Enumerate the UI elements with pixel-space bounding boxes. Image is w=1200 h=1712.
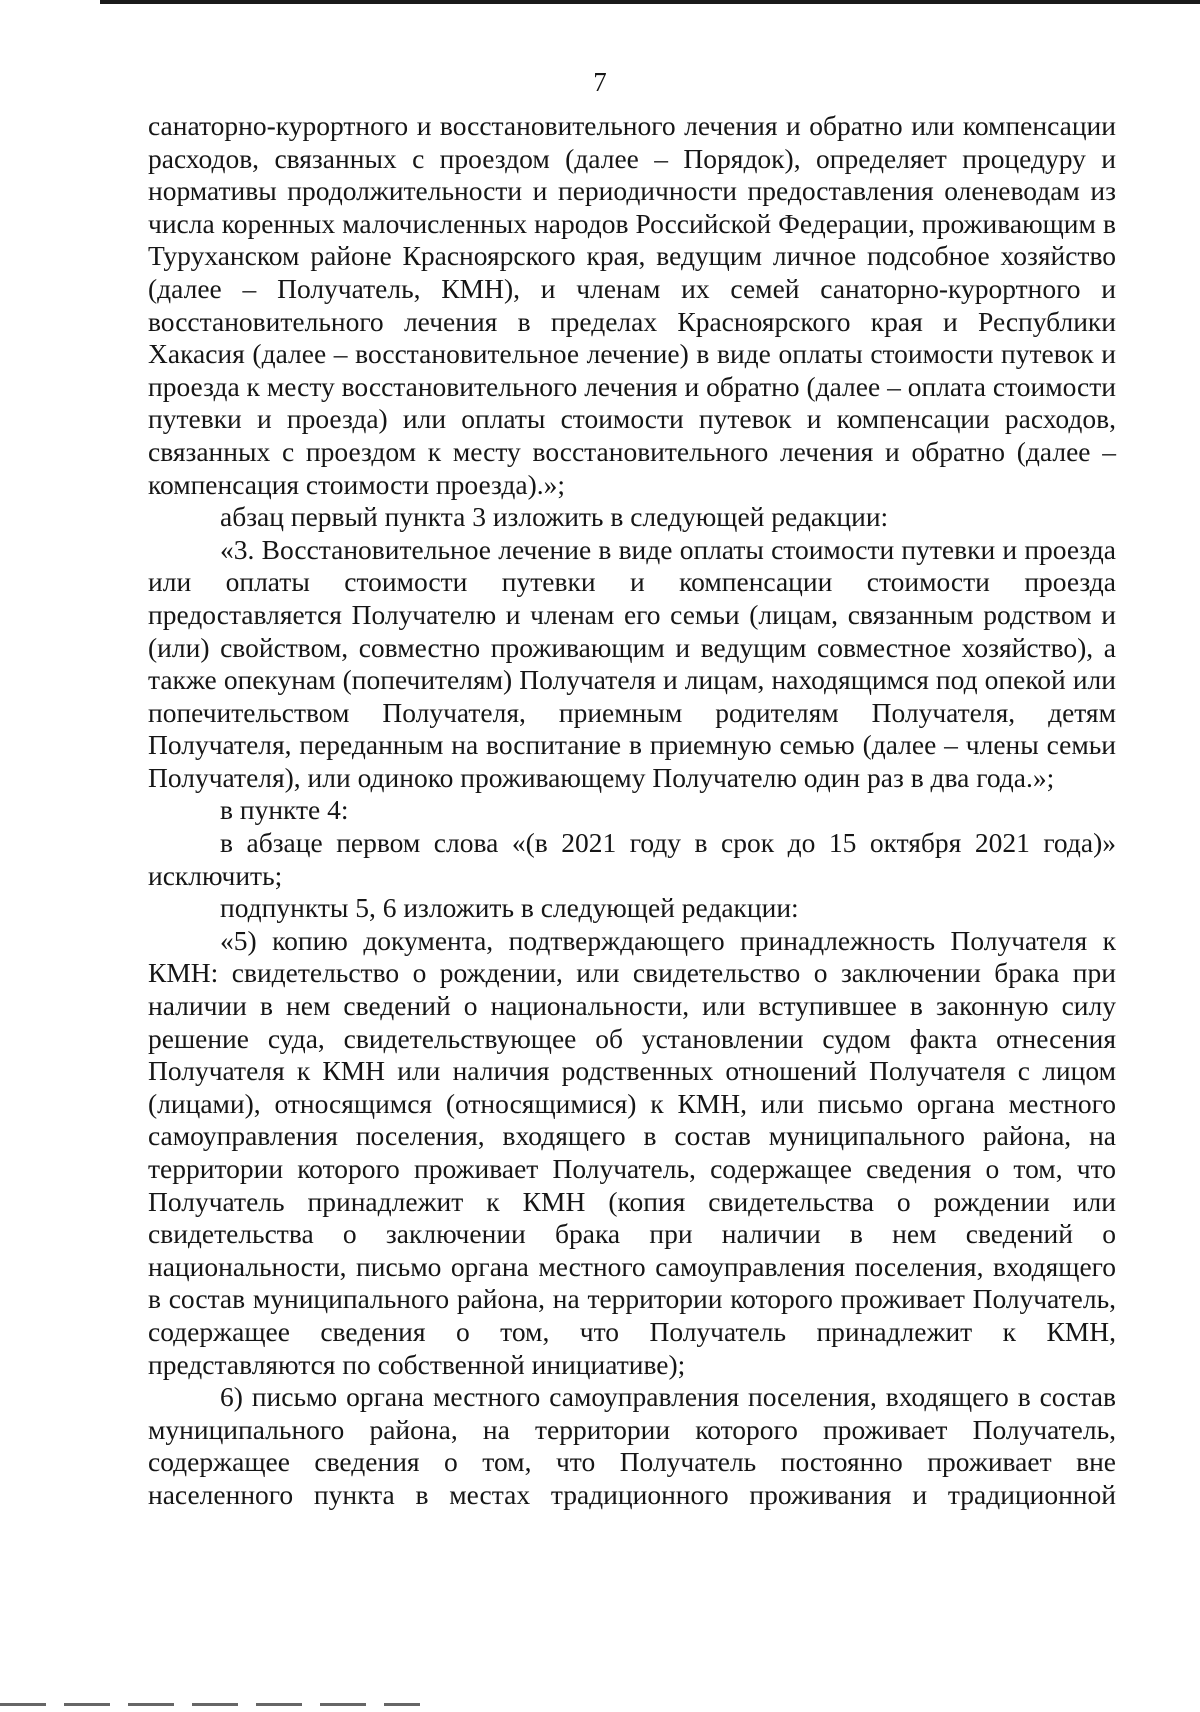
paragraph-subitem-6: 6) письмо органа местного самоуправления поселения, входящего в состав муниципального района, на территории которого проживает Получатель, содержащее сведения о том, что Получатель постоянно проживает вне населенного пункта в местах традиционного проживания и традиционной: [148, 1381, 1116, 1510]
page-number: 7: [593, 67, 607, 97]
scan-bottom-edge: [0, 1703, 420, 1706]
paragraph-item-4-exclusion: в абзаце первом слова «(в 2021 году в срок до 15 октября 2021 года)» исключить;: [148, 827, 1116, 891]
paragraph-subitem-5: «5) копию документа, подтверждающего принадлежность Получателя к КМН: свидетельство о рождении, или свидетельство о заключении брака при наличии в нем сведений о национальности, или вступившее в законную силу решение суда, свидетельствующее об установлении судом факта отнесения Получателя к КМН или наличия родственных отношений Получателя с лицом (лицами), относящимся (относящимися) к КМН, или письмо органа местного самоуправления поселения, входящего в состав муниципального района, на территории которого проживает Получатель, содержащее сведения о том, что Получатель принадлежит к КМН (копия свидетельства о рождении или свидетельства о заключении брака при наличии в нем сведений о национальности, письмо органа местного самоуправления поселения, входящего в состав муниципального района, на территории которого проживает Получатель, содержащее сведения о том, что Получатель принадлежит к КМН, представляются по собственной инициативе);: [148, 924, 1116, 1380]
document-body: [148, 110, 1116, 1512]
paragraph-item-4-intro: в пункте 4:: [220, 794, 349, 826]
paragraph-subitems-intro: подпункты 5, 6 изложить в следующей редакции:: [220, 892, 799, 924]
paragraph-item-3-text: «3. Восстановительное лечение в виде оплаты стоимости путевки и проезда или оплаты стоимости путевки и компенсации стоимости проезда предоставляется Получателю и членам его семьи (лицам, связанным родством и (или) свойством, совместно проживающим и ведущим совместное хозяйство), а также опекунам (попечителям) Получателя и лицам, находящимся под опекой или попечительством Получателя, приемным родителям Получателя, детям Получателя, переданным на воспитание в приемную семью (далее – члены семьи Получателя), или одиноко проживающему Получателю один раз в два года.»;: [148, 533, 1116, 793]
paragraph-amend-item-3-intro: абзац первый пункта 3 изложить в следующей редакции:: [220, 501, 889, 533]
scan-top-edge: [100, 0, 1200, 4]
paragraph-continuation: санаторно-курортного и восстановительного лечения и обратно или компенсации расходов, связанных с проездом (далее – Порядок), определяет процедуру и нормативы продолжительности и периодичности предоставления оленеводам из числа коренных малочисленных народов Российской Федерации, проживающим в Туруханском районе Красноярского края, ведущим личное подсобное хозяйство (далее – Получатель, КМН), и членам их семей санаторно-курортного и восстановительного лечения в пределах Красноярского края и Республики Хакасия (далее – восстановительное лечение) в виде оплаты стоимости путевок и проезда к месту восстановительного лечения и обратно (далее – оплата стоимости путевки и проезда) или оплаты стоимости путевок и компенсации расходов, связанных с проездом к месту восстановительного лечения и обратно (далее – компенсация стоимости проезда).»;: [148, 110, 1116, 500]
